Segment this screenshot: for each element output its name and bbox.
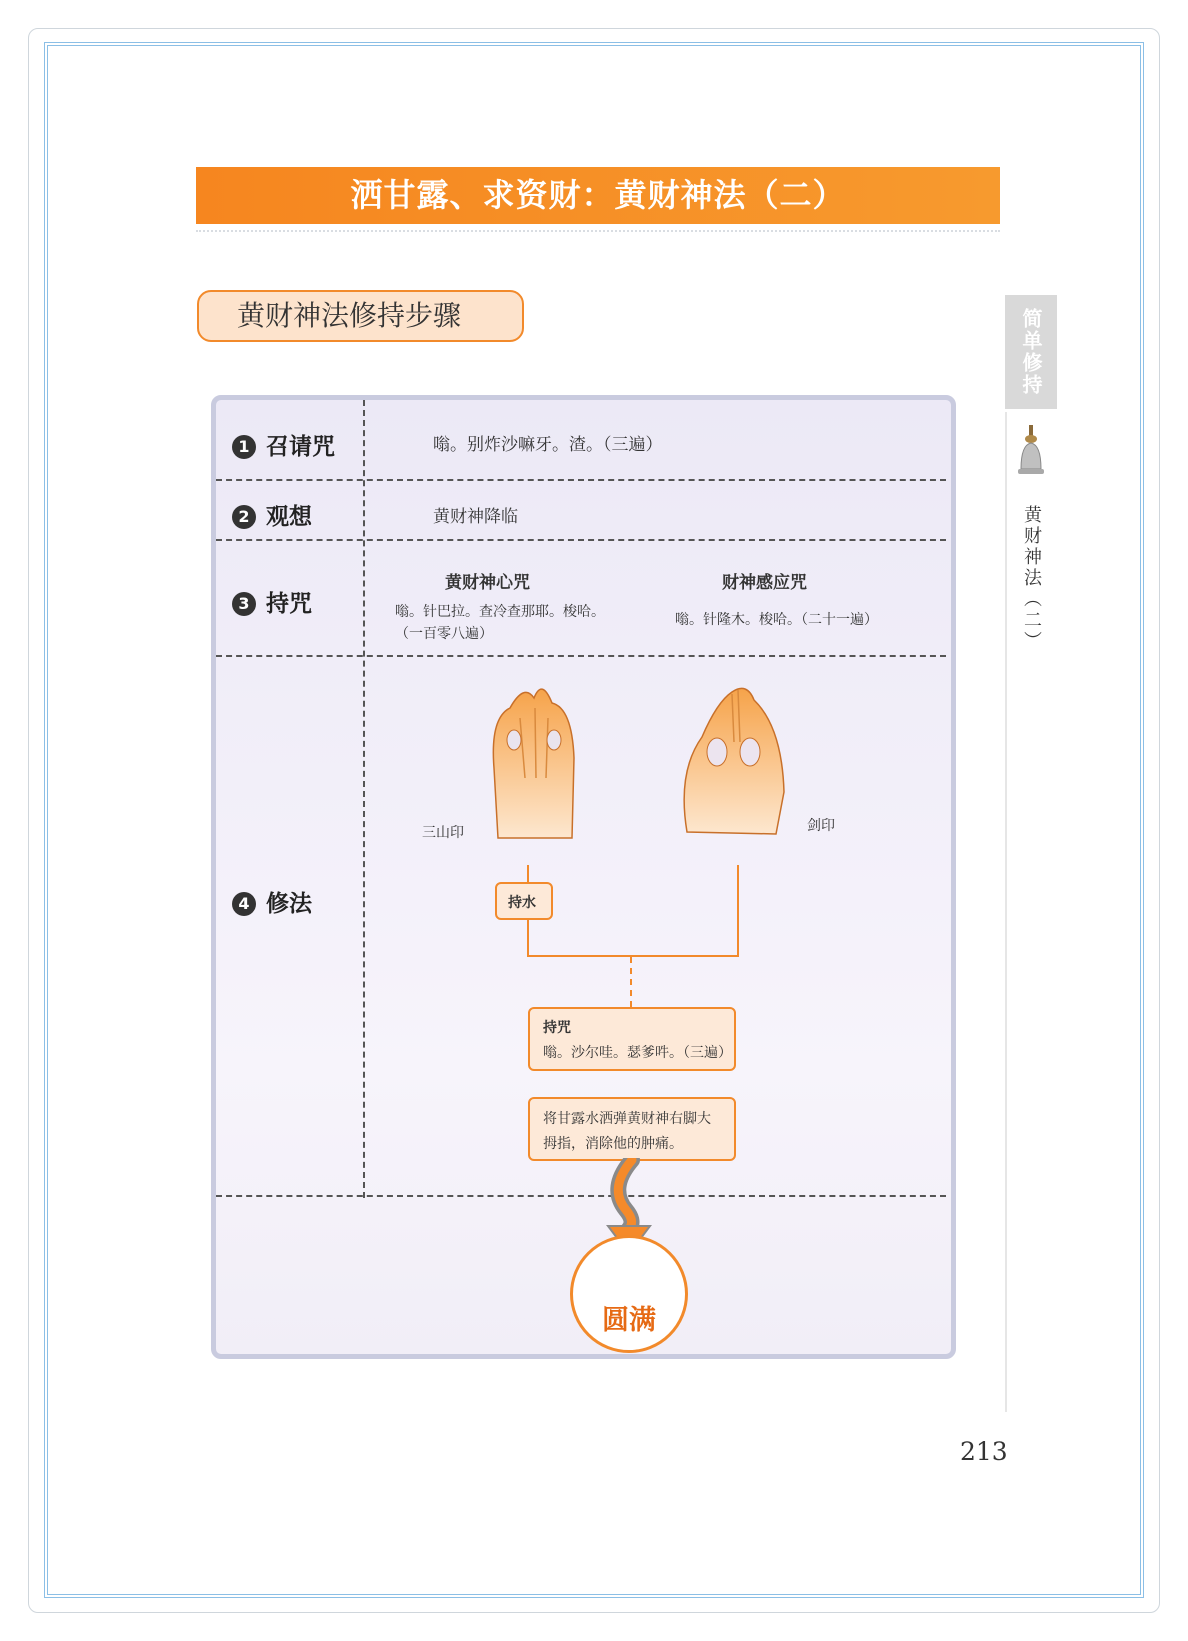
row-1-number: 1 xyxy=(232,435,256,459)
step-mantra xyxy=(528,1007,736,1071)
completion-text: 圆满 xyxy=(602,1305,656,1336)
mantra-1-title: 黄财神心咒 xyxy=(445,573,530,593)
row-1-title: 召请咒 xyxy=(266,433,335,460)
row-2-label xyxy=(232,498,312,531)
completion-badge xyxy=(570,1235,688,1353)
page-title: 洒甘露、求资财：黄财神法（二） xyxy=(350,176,846,214)
row-divider-2 xyxy=(216,539,946,541)
row-3-label xyxy=(232,585,312,618)
mantra-1-line2: （一百零八遍） xyxy=(395,626,493,642)
side-chapter-title: 黄财神法（二） xyxy=(1021,505,1042,652)
mantra-2-title: 财神感应咒 xyxy=(722,573,807,593)
step-mantra-text: 嗡。沙尔哇。瑟爹吽。（三遍） xyxy=(543,1045,732,1061)
step-hold-water xyxy=(495,882,553,920)
column-divider xyxy=(363,400,365,1198)
mantra-1-line1: 嗡。针巴拉。查冷查那耶。梭哈。 xyxy=(395,604,605,620)
row-divider-4 xyxy=(216,1195,946,1197)
row-divider-3 xyxy=(216,655,946,657)
vajra-bell-icon xyxy=(1013,425,1049,485)
row-2-number: 2 xyxy=(232,505,256,529)
step-sprinkle-line1: 将甘露水洒弹黄财神右脚大 xyxy=(543,1111,711,1127)
mudra-right-illustration xyxy=(672,682,797,851)
row-divider-1 xyxy=(216,479,946,481)
connector-right xyxy=(737,865,739,957)
title-bar xyxy=(196,167,1000,224)
row-2-title: 观想 xyxy=(266,503,312,530)
connector-join xyxy=(527,955,739,957)
step-sprinkle-line2: 拇指，消除他的肿痛。 xyxy=(543,1136,683,1152)
section-label xyxy=(197,290,524,342)
row-4-title: 修法 xyxy=(266,890,312,917)
title-divider xyxy=(196,230,1000,232)
mantra-2-line1: 嗡。针隆木。梭哈。（二十一遍） xyxy=(675,612,878,628)
row-3-title: 持咒 xyxy=(266,590,312,617)
step-sprinkle xyxy=(528,1097,736,1161)
mudra-right-label: 剑印 xyxy=(807,818,835,834)
page-number: 213 xyxy=(960,1437,1008,1466)
side-divider xyxy=(1005,412,1007,1412)
mudra-left-label: 三山印 xyxy=(422,825,464,841)
row-4-number: 4 xyxy=(232,892,256,916)
connector-down xyxy=(630,957,632,1007)
row-4-label xyxy=(232,885,312,918)
mudra-left-illustration xyxy=(480,678,590,852)
step-hold-water-text: 持水 xyxy=(508,895,536,911)
row-1-label xyxy=(232,428,335,461)
section-label-text: 黄财神法修持步骤 xyxy=(237,299,462,332)
row-1-text: 嗡。别炸沙嘛牙。渣。（三遍） xyxy=(433,435,663,455)
row-3-number: 3 xyxy=(232,592,256,616)
step-mantra-title: 持咒 xyxy=(543,1020,571,1036)
side-tab: 简单修持 xyxy=(1005,295,1057,409)
row-2-text: 黄财神降临 xyxy=(433,507,518,527)
